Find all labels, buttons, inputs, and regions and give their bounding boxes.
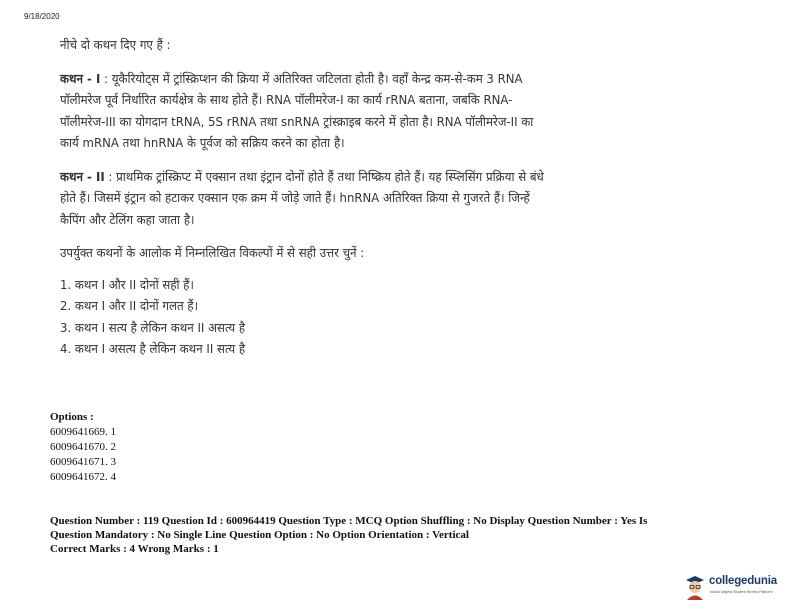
question-info-line: Question Mandatory : No Single Line Question Option : No Option Orientation : Vertical [50, 529, 469, 541]
choice-item: 4. कथन I असत्य है लेकिन कथन II सत्य है [60, 341, 246, 356]
collegedunia-logo [684, 572, 780, 604]
question-info-line: Question Number : 119 Question Id : 600964419 Question Type : MCQ Option Shuffling : No Display Question Number : Yes Is [50, 515, 648, 527]
question-scan [60, 34, 548, 360]
print-date: 9/18/2020 [24, 12, 60, 21]
options-block [50, 410, 116, 485]
question-prompt: उपर्युक्त कथनों के आलोक में निम्नलिखित विकल्पों में से सही उत्तर चुनें : [60, 245, 365, 260]
option-id: 6009641669. 1 [50, 426, 116, 438]
option-id: 6009641671. 3 [50, 456, 116, 468]
choice-item: 1. कथन I और II दोनों सही हैं। [60, 276, 194, 292]
statement-1-text: : यूकैरियोट्स में ट्रांस्क्रिप्शन की क्रिया में अतिरिक्त जटिलता होती है। वहाँ केन्द्र कम-से-कम 3 RNA पॉलीमरेज पूर्व निर्धारित कार्यक्षेत्र के साथ होते हैं। RNA पॉलीमरेज-I का कार्य rRNA बताना, जबकि RNA- पॉलीमरेज-III का योगदान tRNA, 5S rRNA तथा snRNA ट्रांस्क्राइब करने में होता है। RNA पॉलीमरेज-II का कार्य mRNA तथा hnRNA के पूर्वज को सक्रिय करने का होता है। [60, 70, 534, 150]
option-id: 6009641672. 4 [50, 471, 116, 483]
options-heading: Options : [50, 411, 94, 423]
statement-2 [60, 166, 548, 231]
statement-2-label: कथन - II [60, 168, 105, 184]
choice-list [60, 274, 548, 360]
question-info [50, 514, 750, 556]
statement-1 [60, 68, 548, 154]
logo-tagline: India's largest Student Review Platform [710, 590, 773, 594]
choice-item: 3. कथन I सत्य है लेकिन कथन II असत्य है [60, 319, 246, 335]
question-intro: नीचे दो कथन दिए गए हैं : [60, 37, 171, 52]
statement-2-text: : प्राथमिक ट्रांस्क्रिप्ट में एक्सान तथा इंट्रान दोनों होते हैं तथा निष्क्रिय होते हैं। यह स्प्लिसिंग प्रक्रिया से बंधे होते हैं। जिसमें इंट्रान को हटाकर एक्सान एक क्रम में जोड़े जाते हैं। hnRNA अतिरिक्त क्रिया से गुजरते हैं। जिन्हें कैपिंग और टेलिंग कहा जाता है। [60, 168, 544, 227]
choice-item: 2. कथन I और II दोनों गलत हैं। [60, 298, 199, 313]
question-info-line: Correct Marks : 4 Wrong Marks : 1 [50, 543, 219, 555]
student-avatar-icon [684, 574, 706, 600]
logo-brand: collegedunia [709, 575, 777, 587]
statement-1-label: कथन - I [60, 70, 101, 86]
option-id: 6009641670. 2 [50, 441, 116, 453]
